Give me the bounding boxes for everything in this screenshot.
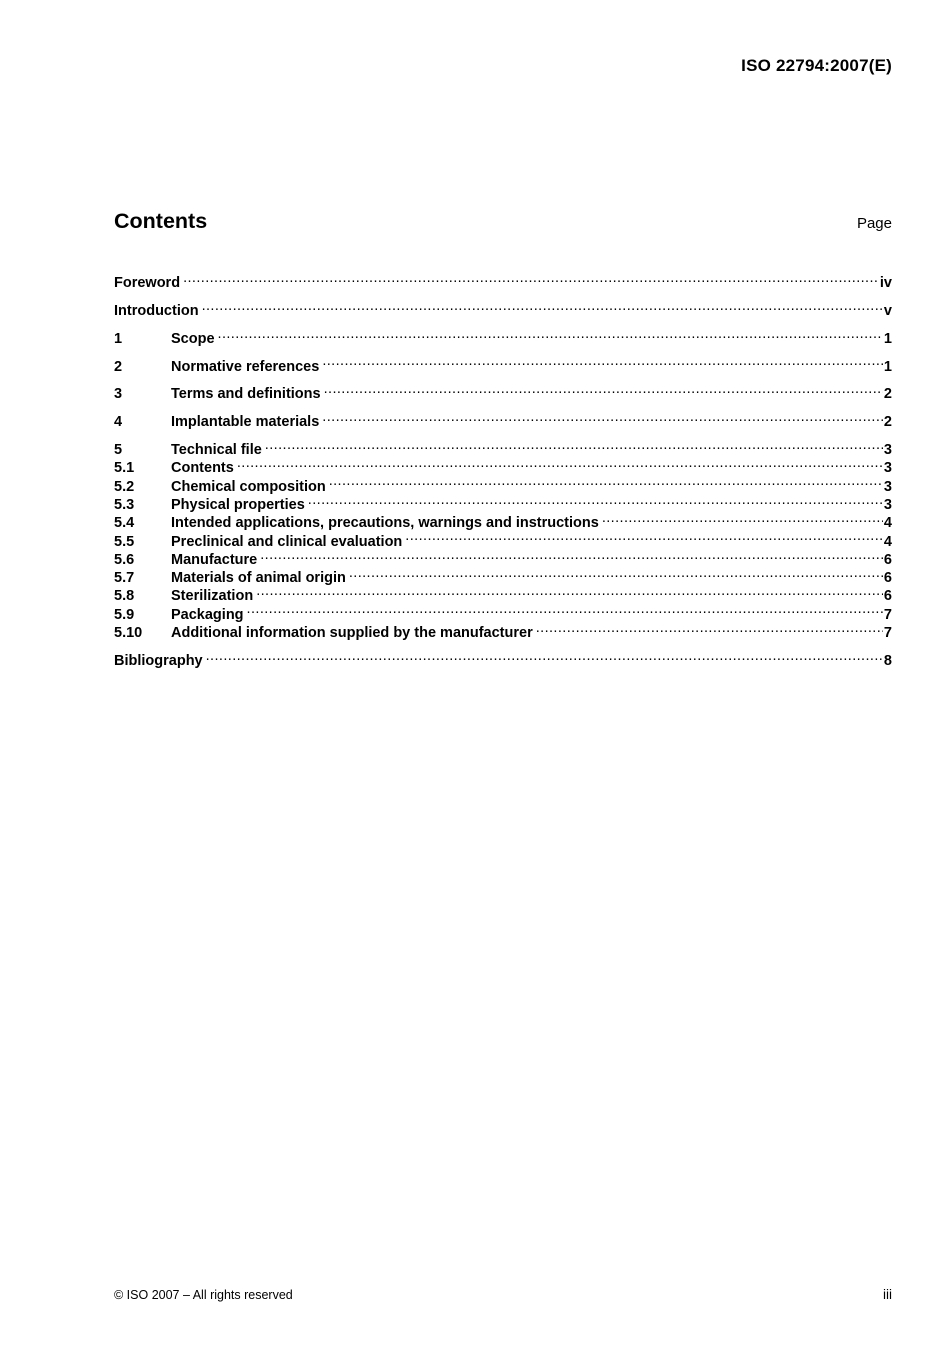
toc-entry-page: 1 [883, 330, 892, 347]
toc-entry-page: v [883, 303, 892, 320]
toc-entry-page: 4 [883, 515, 892, 532]
toc-entry-number: 5.8 [114, 588, 135, 605]
page-number: iii [883, 1287, 892, 1302]
toc-entry-page: 3 [883, 478, 892, 495]
toc-dot-leader [534, 619, 883, 637]
toc-entry-number: 5.6 [114, 551, 135, 568]
toc-entry-page: 7 [883, 625, 892, 642]
toc-entry[interactable] [114, 408, 892, 431]
toc-dot-leader [327, 472, 883, 490]
copyright-notice: © ISO 2007 – All rights reserved [114, 1288, 293, 1302]
toc-entry-title: Sterilization [171, 588, 254, 605]
toc-entry-title: Contents [171, 460, 234, 477]
toc-entry-page: 7 [883, 606, 892, 623]
toc-dot-leader [347, 564, 883, 582]
toc-entry-page: 6 [883, 551, 892, 568]
toc-dot-leader [320, 352, 883, 370]
toc-entry-number: 5.5 [114, 533, 135, 550]
toc-entry[interactable] [114, 647, 892, 669]
toc-entry-number: 5.7 [114, 570, 135, 587]
toc-entry-page: 2 [883, 386, 892, 403]
toc-dot-leader [181, 269, 879, 287]
toc-dot-leader [245, 600, 883, 618]
toc-entry-number: 5.9 [114, 606, 135, 623]
toc-entry-number: 5.10 [114, 625, 143, 642]
toc-dot-leader [600, 509, 883, 527]
toc-entry-number: 5 [114, 442, 123, 459]
toc-entry-number: 5.4 [114, 515, 135, 532]
toc-entry-number: 1 [114, 330, 123, 347]
toc-entry-title: Scope [171, 330, 215, 347]
toc-entry-title: Manufacture [171, 551, 258, 568]
toc-entry[interactable] [114, 380, 892, 403]
toc-entry-title: Chemical composition [171, 478, 326, 495]
toc-entry-title: Bibliography [114, 652, 203, 669]
toc-entry-title: Preclinical and clinical evaluation [171, 533, 403, 550]
toc-entry-page: 3 [883, 496, 892, 513]
toc-dot-leader [258, 546, 883, 564]
toc-entry-page: 2 [883, 414, 892, 431]
toc-entry-title: Intended applications, precautions, warnings and instructions [171, 515, 599, 532]
toc-entry[interactable] [114, 297, 892, 320]
toc-entry[interactable] [114, 325, 892, 347]
toc-entry-number: 3 [114, 386, 123, 403]
toc-dot-leader [322, 380, 883, 398]
toc-entry-page: iv [879, 275, 892, 292]
toc-dot-leader [204, 647, 883, 665]
toc-entry-title: Packaging [171, 606, 244, 623]
toc-dot-leader [200, 297, 883, 315]
table-of-contents [114, 269, 892, 669]
toc-entry-number: 5.2 [114, 478, 135, 495]
toc-entry-title: Physical properties [171, 496, 305, 513]
toc-entry-page: 3 [883, 442, 892, 459]
toc-entry-title: Foreword [114, 275, 181, 292]
page-column-label: Page [856, 215, 892, 232]
toc-entry-title: Normative references [171, 358, 320, 375]
toc-entry-page: 6 [883, 570, 892, 587]
document-code: ISO 22794:2007(E) [741, 56, 892, 75]
toc-entry-number: 5.1 [114, 460, 135, 477]
toc-entry-page: 3 [883, 460, 892, 477]
toc-entry[interactable] [114, 436, 892, 459]
toc-entry[interactable] [114, 269, 892, 292]
toc-entry-number: 2 [114, 358, 123, 375]
toc-entry-page: 6 [883, 588, 892, 605]
toc-dot-leader [254, 582, 883, 600]
toc-entry-page: 4 [883, 533, 892, 550]
toc-dot-leader [320, 408, 883, 426]
toc-entry-title: Additional information supplied by the manufacturer [171, 625, 533, 642]
toc-entry-number: 4 [114, 414, 123, 431]
toc-entry-title: Implantable materials [171, 414, 320, 431]
toc-entry-title: Introduction [114, 303, 199, 320]
toc-dot-leader [235, 454, 883, 472]
toc-dot-leader [263, 436, 883, 454]
toc-entry-title: Materials of animal origin [171, 570, 346, 587]
contents-heading: Contents [114, 209, 208, 233]
toc-dot-leader [216, 325, 883, 343]
toc-entry-title: Technical file [171, 442, 262, 459]
toc-entry-page: 1 [883, 358, 892, 375]
toc-entry-title: Terms and definitions [171, 386, 321, 403]
toc-entry-number: 5.3 [114, 496, 135, 513]
toc-dot-leader [403, 527, 883, 545]
toc-entry-page: 8 [883, 652, 892, 669]
toc-entry[interactable] [114, 352, 892, 375]
toc-dot-leader [306, 491, 883, 509]
